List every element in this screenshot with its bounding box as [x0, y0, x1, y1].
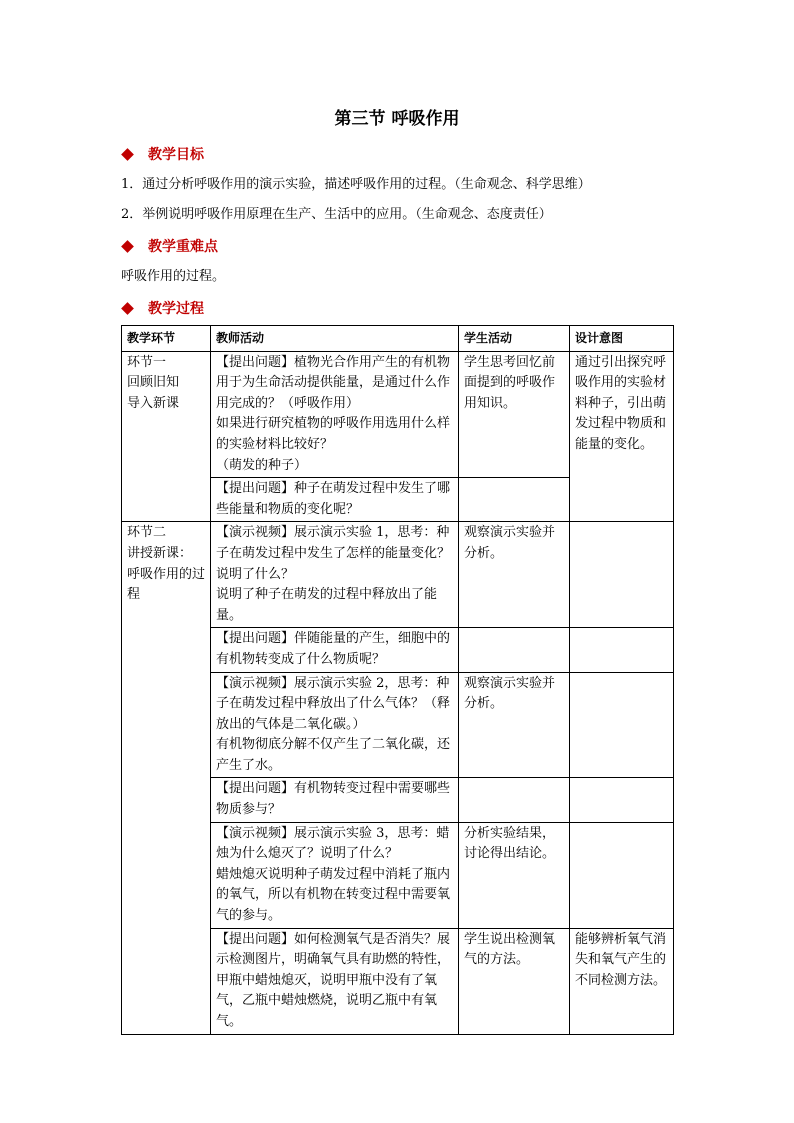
page-title: 第三节 呼吸作用	[334, 109, 460, 129]
teacher-activity-cell: 【提出问题】有机物转变过程中需要哪些物质参与？	[211, 778, 459, 822]
section-label: 教学重难点	[148, 239, 218, 255]
objective-item: 2．举例说明呼吸作用原理在生产、生活中的应用。（生命观念、态度责任）	[121, 207, 552, 222]
stage-name-line: 环节二	[127, 525, 167, 541]
teacher-activity-text: 如果进行研究植物的呼吸作用选用什么样的实验材料比较好？	[216, 416, 451, 452]
section-label: 教学过程	[148, 301, 204, 317]
design-intent-cell: 能够辨析氧气消失和氧气产生的不同检测方法。	[570, 928, 674, 1034]
section-label: 教学目标	[148, 147, 204, 163]
design-intent-cell: 通过引出探究呼吸作用的实验材料种子，引出萌发过程中物质和能量的变化。	[570, 351, 674, 522]
table-row	[122, 351, 674, 478]
table-row	[122, 522, 674, 628]
student-activity-cell	[459, 778, 570, 822]
teacher-activity-cell	[211, 822, 459, 928]
student-activity-cell: 观察演示实验并分析。	[459, 522, 570, 628]
stage-name-line: 回顾旧知	[127, 375, 180, 391]
stage-name-line: 导入新课	[127, 395, 180, 411]
design-intent-cell	[570, 778, 674, 822]
header-student-activity: 学生活动	[459, 326, 570, 352]
student-activity-cell	[459, 628, 570, 672]
header-stage: 教学环节	[122, 326, 211, 352]
stage-name-line: 呼吸作用的过程	[127, 566, 206, 603]
design-intent-cell	[570, 522, 674, 628]
teacher-activity-cell	[211, 522, 459, 628]
design-intent-cell	[570, 822, 674, 928]
student-activity-cell: 分析实验结果，讨论得出结论。	[459, 822, 570, 928]
section-heading-process	[121, 297, 204, 319]
objective-item: 1．通过分析呼吸作用的演示实验，描述呼吸作用的过程。（生命观念、科学思维）	[121, 177, 591, 192]
student-activity-cell	[459, 478, 570, 522]
stage-cell	[122, 351, 211, 522]
table-header-row	[122, 326, 674, 352]
diamond-bullet-icon	[121, 240, 134, 253]
teacher-activity-text: 有机物彻底分解不仅产生了二氧化碳，还产生了水。	[216, 737, 451, 773]
diamond-bullet-icon	[121, 302, 134, 315]
stage-name-line: 讲授新课：	[127, 545, 193, 561]
teacher-activity-cell	[211, 351, 459, 478]
keypoints-text: 呼吸作用的过程。	[121, 269, 226, 284]
student-activity-cell: 观察演示实验并分析。	[459, 672, 570, 778]
stage-cell	[122, 522, 211, 1034]
stage-name-line: 环节一	[127, 354, 167, 370]
student-activity-cell: 学生说出检测氧气的方法。	[459, 928, 570, 1034]
teacher-activity-text: 说明了种子在萌发的过程中释放出了能量。	[216, 587, 438, 623]
teacher-activity-text: 【演示视频】展示演示实验 2，思考：种子在萌发过程中释放出了什么气体？（释放出的气体是二氧化碳。）	[216, 675, 451, 732]
diamond-bullet-icon	[121, 148, 134, 161]
teacher-activity-cell	[211, 672, 459, 778]
teacher-activity-text: （萌发的种子）	[216, 457, 308, 473]
section-heading-keypoints	[121, 235, 218, 257]
teacher-activity-text: 蜡烛熄灭说明种子萌发过程中消耗了瓶内的氧气，所以有机物在转变过程中需要氧气的参与。	[216, 866, 451, 924]
design-intent-cell	[570, 628, 674, 672]
header-design-intent: 设计意图	[570, 326, 674, 352]
teacher-activity-cell: 【提出问题】如何检测氧气是否消失？展示检测图片，明确氧气具有助燃的特性，甲瓶中蜡烛熄灭，说明甲瓶中没有了氧气，乙瓶中蜡烛燃烧，说明乙瓶中有氧气。	[211, 928, 459, 1034]
design-intent-cell	[570, 672, 674, 778]
student-activity-cell: 学生思考回忆前面提到的呼吸作用知识。	[459, 351, 570, 478]
teacher-activity-cell: 【提出问题】种子在萌发过程中发生了哪些能量和物质的变化呢？	[211, 478, 459, 522]
header-teacher-activity: 教师活动	[211, 326, 459, 352]
teacher-activity-cell: 【提出问题】伴随能量的产生，细胞中的有机物转变成了什么物质呢？	[211, 628, 459, 672]
teacher-activity-text: 【演示视频】展示演示实验 3，思考：蜡烛为什么熄灭了？说明了什么？	[216, 825, 450, 862]
teacher-activity-text: 【演示视频】展示演示实验 1，思考：种子在萌发过程中发生了怎样的能量变化？说明了什么？	[216, 525, 451, 582]
section-heading-objectives	[121, 143, 204, 165]
teacher-activity-text: 【提出问题】植物光合作用产生的有机物用于为生命活动提供能量，是通过什么作用完成的？（呼吸作用）	[216, 354, 451, 411]
teaching-process-table	[121, 325, 674, 1035]
